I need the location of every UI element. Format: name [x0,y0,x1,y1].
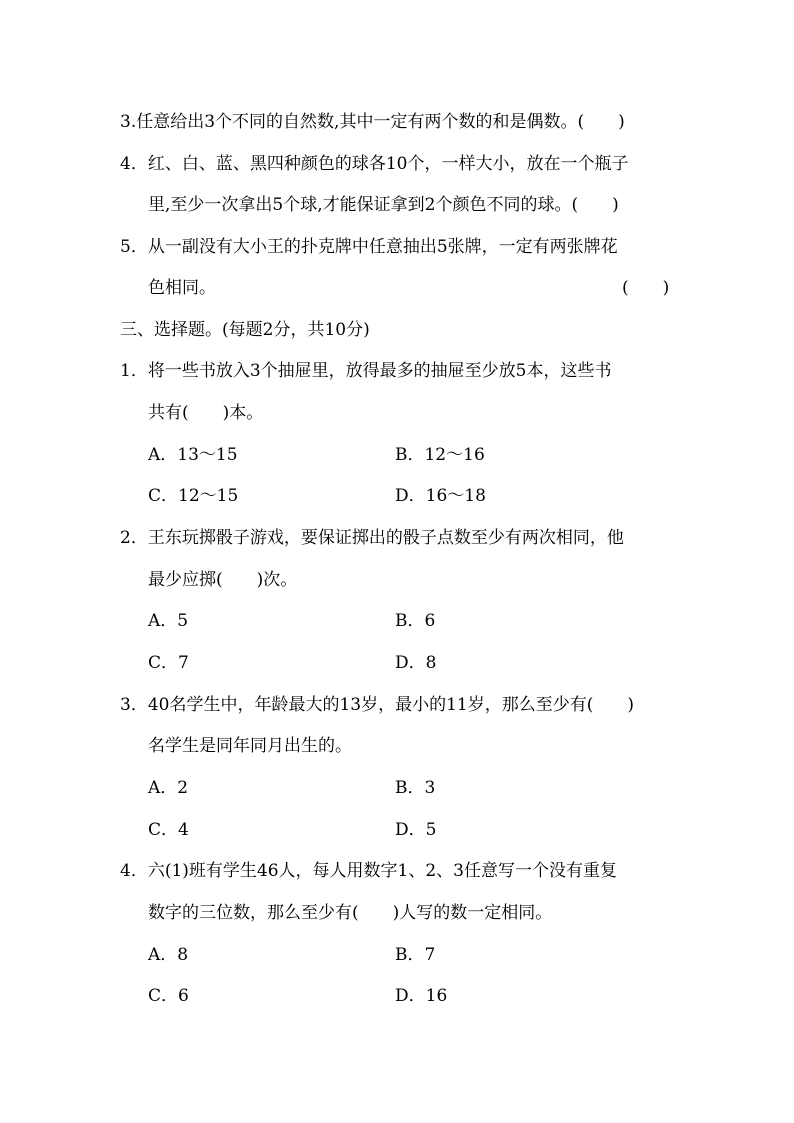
question-1-option-c: C．12～15 [148,486,239,506]
question-4-option-c: C．6 [148,986,189,1006]
question-3-line-1: 3．40名学生中，年龄最大的13岁，最小的11岁，那么至少有( ) [120,695,634,715]
question-1-option-a: A．13～15 [148,445,238,465]
question-4-line-2: 数字的三位数，那么至少有( )人写的数一定相同。 [148,903,553,923]
question-1-line-2: 共有( )本。 [148,403,264,423]
tf-item-4-line-2: 里,至少一次拿出5个球,才能保证拿到2个颜色不同的球。( ) [148,195,619,215]
question-3-line-2: 名学生是同年同月出生的。 [148,736,352,756]
tf-item-5-line-1: 5．从一副没有大小王的扑克牌中任意抽出5张牌，一定有两张牌花 [120,237,618,257]
tf-item-4-line-1: 4．红、白、蓝、黑四种颜色的球各10个，一样大小，放在一个瓶子 [120,154,629,174]
question-1-option-b: B．12～16 [395,445,485,465]
section-heading: 三、选择题。(每题2分，共10分) [120,320,370,340]
question-2-option-a: A．5 [148,611,189,631]
tf-item-5-line-2: 色相同。 [148,278,216,298]
question-1-option-d: D．16～18 [395,486,486,506]
question-2-line-1: 2．王东玩掷骰子游戏，要保证掷出的骰子点数至少有两次相同，他 [120,528,624,548]
question-4-option-b: B．7 [395,945,436,965]
tf-item-3: 3.任意给出3个不同的自然数,其中一定有两个数的和是偶数。( ) [120,112,625,132]
question-2-option-b: B．6 [395,611,436,631]
question-2-line-2: 最少应掷( )次。 [148,570,298,590]
question-3-option-d: D．5 [395,820,437,840]
tf-item-5-answer-blank: ( ) [622,278,670,298]
question-3-option-c: C．4 [148,820,189,840]
question-2-option-d: D．8 [395,653,437,673]
question-1-line-1: 1．将一些书放入3个抽屉里，放得最多的抽屉至少放5本，这些书 [120,361,612,381]
question-3-option-a: A．2 [148,778,189,798]
question-4-option-a: A．8 [148,945,189,965]
question-4-option-d: D．16 [395,986,448,1006]
question-2-option-c: C．7 [148,653,189,673]
question-3-option-b: B．3 [395,778,436,798]
question-4-line-1: 4．六(1)班有学生46人，每人用数字1、2、3任意写一个没有重复 [120,861,617,881]
